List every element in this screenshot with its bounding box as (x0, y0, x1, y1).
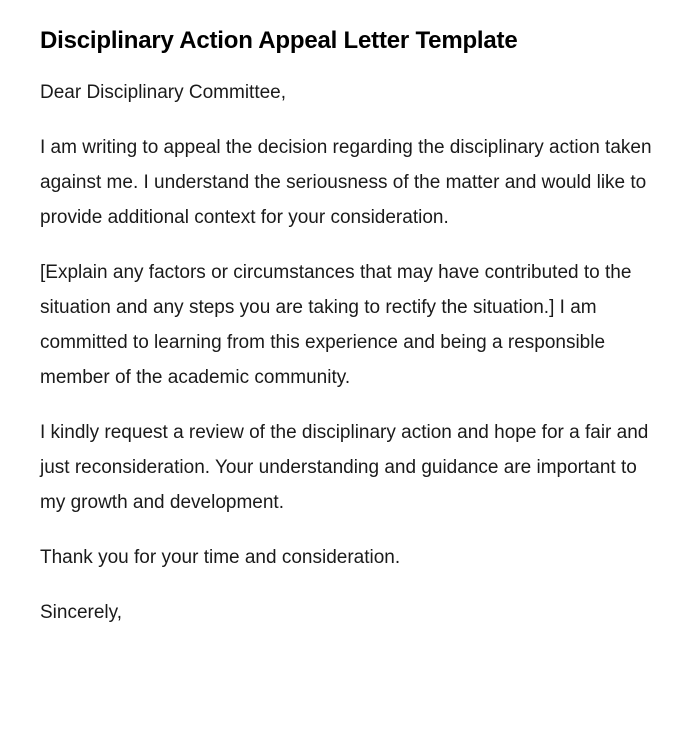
paragraph-request: I kindly request a review of the disciplinary action and hope for a fair and just reconsideration. Your understanding and guidance are important to my growth and development. (40, 422, 649, 513)
paragraph-thanks: Thank you for your time and consideration. (40, 547, 401, 568)
document-title: Disciplinary Action Appeal Letter Template (40, 27, 518, 54)
paragraph-explanation: [Explain any factors or circumstances that may have contributed to the situation and any steps you are taking to rectify the situation.] I am committed to learning from this experience and being a responsible member of the academic community. (40, 262, 632, 388)
salutation: Dear Disciplinary Committee, (40, 82, 287, 103)
paragraph-appeal-intro: I am writing to appeal the decision regarding the disciplinary action taken against me. I understand the seriousness of the matter and would like to provide additional context for your consideration. (40, 137, 652, 228)
closing: Sincerely, (40, 602, 123, 623)
